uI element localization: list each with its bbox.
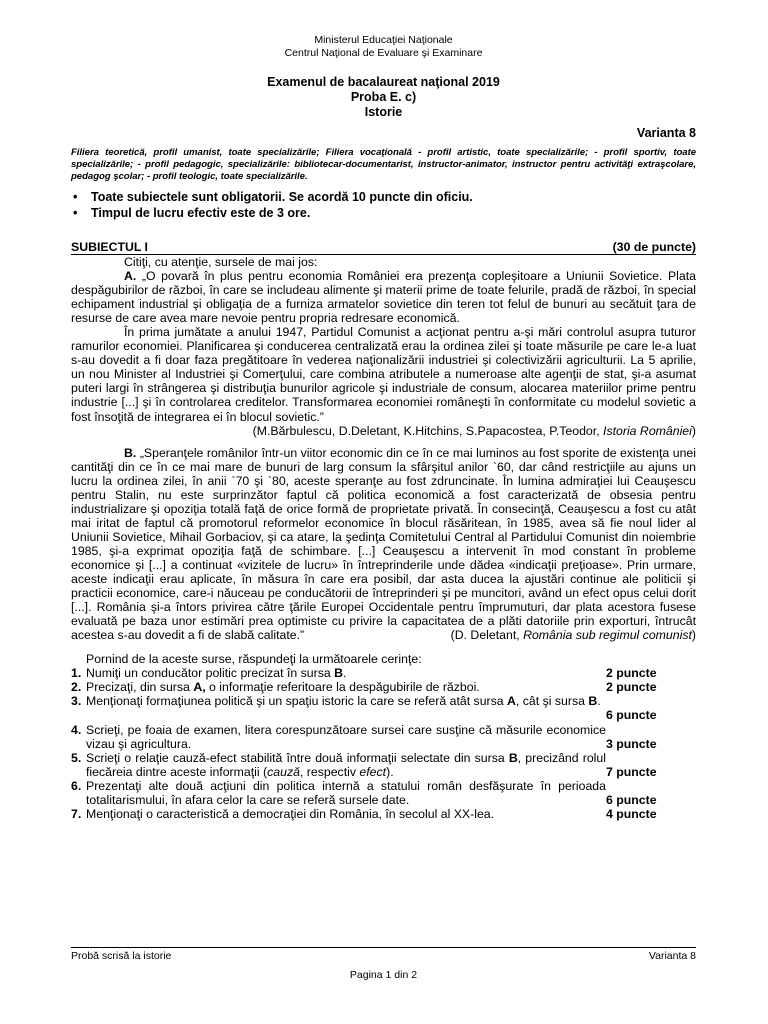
source-a-para1: A. „O povară în plus pentru economia României era prezenţa copleşitoare a Uniunii Sovietice. Plata despăgubirilor de război, în care se includeau alimente şi materii prime de toate felurile, pradă de război, în special echipament industrial şi obligaţia de a furniza armatelor sovietice din teren tot felul de bunuri au secătuit ţara de resurse de care avea mare nevoie pentru propria redresare economică. (71, 269, 696, 326)
source-b-label: B. (124, 445, 137, 460)
sources-intro: Citiţi, cu atenţie, sursele de mai jos: (124, 255, 318, 269)
ministry-name: Ministerul Educaţiei Naţionale (314, 34, 453, 46)
subject-title: Istorie (364, 105, 403, 119)
rule-item: • Toate subiectele sunt obligatorii. Se acordă 10 puncte din oficiu. (73, 190, 473, 204)
question-item: 4. Scrieţi, pe foaia de examen, litera corespunzătoare sursei care susţine că măsurile economice vizau şi agricultura. 3 puncte (71, 723, 696, 751)
proba-title: Proba E. c) (350, 90, 417, 104)
source-a-citation: (M.Bărbulescu, D.Deletant, K.Hitchins, S.Papacostea, P.Teodor, Istoria României) (252, 423, 696, 438)
subject-heading (71, 240, 696, 255)
questions-list (71, 666, 696, 821)
question-points: 4 puncte (606, 806, 657, 821)
questions-intro: Pornind de la aceste surse, răspundeţi la următoarele cerinţe: (86, 652, 422, 667)
question-points: 3 puncte (606, 736, 657, 751)
bullet-icon: • (73, 190, 78, 204)
source-b-citation: (D. Deletant, România sub regimul comunist) (450, 628, 696, 643)
filiera-text: Filiera teoretică, profil umanist, toate specializările; Filiera vocaţională - profil artistic, toate specializările; - profil sportiv, toate specializările; - profil pedagogic, specializările: bibliotecar-documentarist, instructor-animator, instructor pentru activităţi extraşcolare, pedagog şcolar; - profil teologic, toate specializările. (71, 147, 696, 182)
page-number: Pagina 1 din 2 (349, 969, 418, 981)
rules-list (71, 189, 696, 221)
exam-title: Examenul de bacalaureat naţional 2019 (267, 75, 500, 89)
question-item: 2. Precizaţi, din sursa A, o informaţie referitoare la despăgubirile de război. 2 puncte (71, 680, 696, 694)
footer (71, 950, 696, 963)
exam-page (71, 0, 696, 1024)
question-points: 6 puncte (606, 708, 657, 723)
variant-label: Varianta 8 (636, 126, 696, 140)
question-points: 2 puncte (606, 666, 657, 681)
question-item: 6. Prezentaţi alte două acţiuni din politica internă a statului român desfăşurate în perioada totalitarismului, în afara celor la care se referă sursele date. 6 puncte (71, 779, 696, 807)
source-a-label: A. (124, 269, 137, 284)
footer-divider (71, 947, 696, 948)
footer-right: Varianta 8 (648, 950, 696, 962)
subject-label: SUBIECTUL I (71, 240, 148, 254)
question-points: 2 puncte (606, 680, 657, 695)
question-item: 1. Numiţi un conducător politic precizat în sursa B. 2 puncte (71, 666, 696, 680)
question-points: 6 puncte (606, 792, 657, 807)
sources-block (71, 255, 696, 642)
source-b-text: B. „Speranţele românilor într-un viitor economic din ce în ce mai luminos au fost sporite de existenţa unei cantităţi din ce în ce mai mare de bunuri de larg consum la sfârşitul anilor `60, dar când restricţiile au ajuns un lucru la ordinea zilei, în anii `70 şi `80, aceste speranţe au fost zdruncinate. În lumina admiraţiei lui Ceauşescu pentru Stalin, nu este surprinzător faptul că politica economică a fost caracterizată de obsesia pentru industrializare şi opoziţia totală faţă de orice formă de proprietate privată. În consecinţă, Ceauşescu a fost cu atât mai iritat de faptul că promotorul reformelor economice în blocul răsăritean, în 1985, avea să fie noul lider al Uniunii Sovietice, Mihail Gorbaciov, şi ca atare, la şedinţa Comitetului Central al Partidului Comunist din noiembrie 1985, şi-a exprimat opoziţia faţă de schimbare. [...] Ceauşescu a intervenit în mod constant în probleme economice şi [...] a continuat «vizitele de lucru» în întreprinderile unde dădea «indicaţii preţioase». Prin urmare, aceste indicaţii erau aplicate, în măsura în care era posibil, dar asta ducea la ajustări continue ale politicii şi practicii economice, care-i năuceau pe conducătorii de întreprinderi şi pe muncitori, având un efect opus celui dorit [...]. România şi-a întors privirea către ţările Europei Occidentale pentru împrumuturi, dar plata acestora fusese evaluată pe baza unor estimări prea optimiste cu privire la capacitatea de a plăti datoriile prin exporturi, întrucât acestea s-au dovedit a fi de slabă calitate.” (D. Deletant, România sub regimul comunist) (71, 445, 697, 643)
rule-item: • Timpul de lucru efectiv este de 3 ore. (73, 206, 311, 220)
center-name: Centrul Naţional de Evaluare şi Examinare (284, 47, 483, 59)
question-item: 3. Menţionaţi formaţiunea politică şi un spaţiu istoric la care se referă atât sursa A, cât şi sursa B. (71, 694, 601, 709)
question-item: 7. Menţionaţi o caracteristică a democraţiei din România, în secolul al XX-lea. 4 puncte (71, 807, 696, 821)
footer-left: Probă scrisă la istorie (71, 950, 172, 962)
source-a-para2: În prima jumătate a anului 1947, Partidul Comunist a acţionat pentru a-şi mări controlul asupra tuturor ramurilor economiei. Planificarea şi conducerea centralizată erau la ordinea zilei şi toate măsurile pe care le-a luat s-au dovedit a fi doar faza pregătitoare în vederea naţionalizării industriei şi colectivizării agriculturii. La 5 aprilie, un nou Minister al Industriei şi Comerţului, care combina atributele a numeroase alte agenţii de stat, şi-a asumat puteri largi în strângerea şi distribuţia bunurilor agricole şi industriale de consum, alocarea materiilor prime pentru industrie [...] şi în controlarea creditelor. Transformarea economiei româneşti în conformitate cu modelul sovietic a fost însoţită de integrarea ei în blocul sovietic.” (71, 325, 696, 424)
question-item: 5. Scrieţi o relaţie cauză-efect stabilită între două informaţii selectate din sursa B, precizând rolul fiecăreia dintre aceste informaţii (cauză, respectiv efect). 7 puncte (71, 751, 696, 779)
bullet-icon: • (73, 206, 78, 220)
subject-points: (30 de puncte) (612, 240, 696, 254)
question-points: 7 puncte (606, 764, 657, 779)
